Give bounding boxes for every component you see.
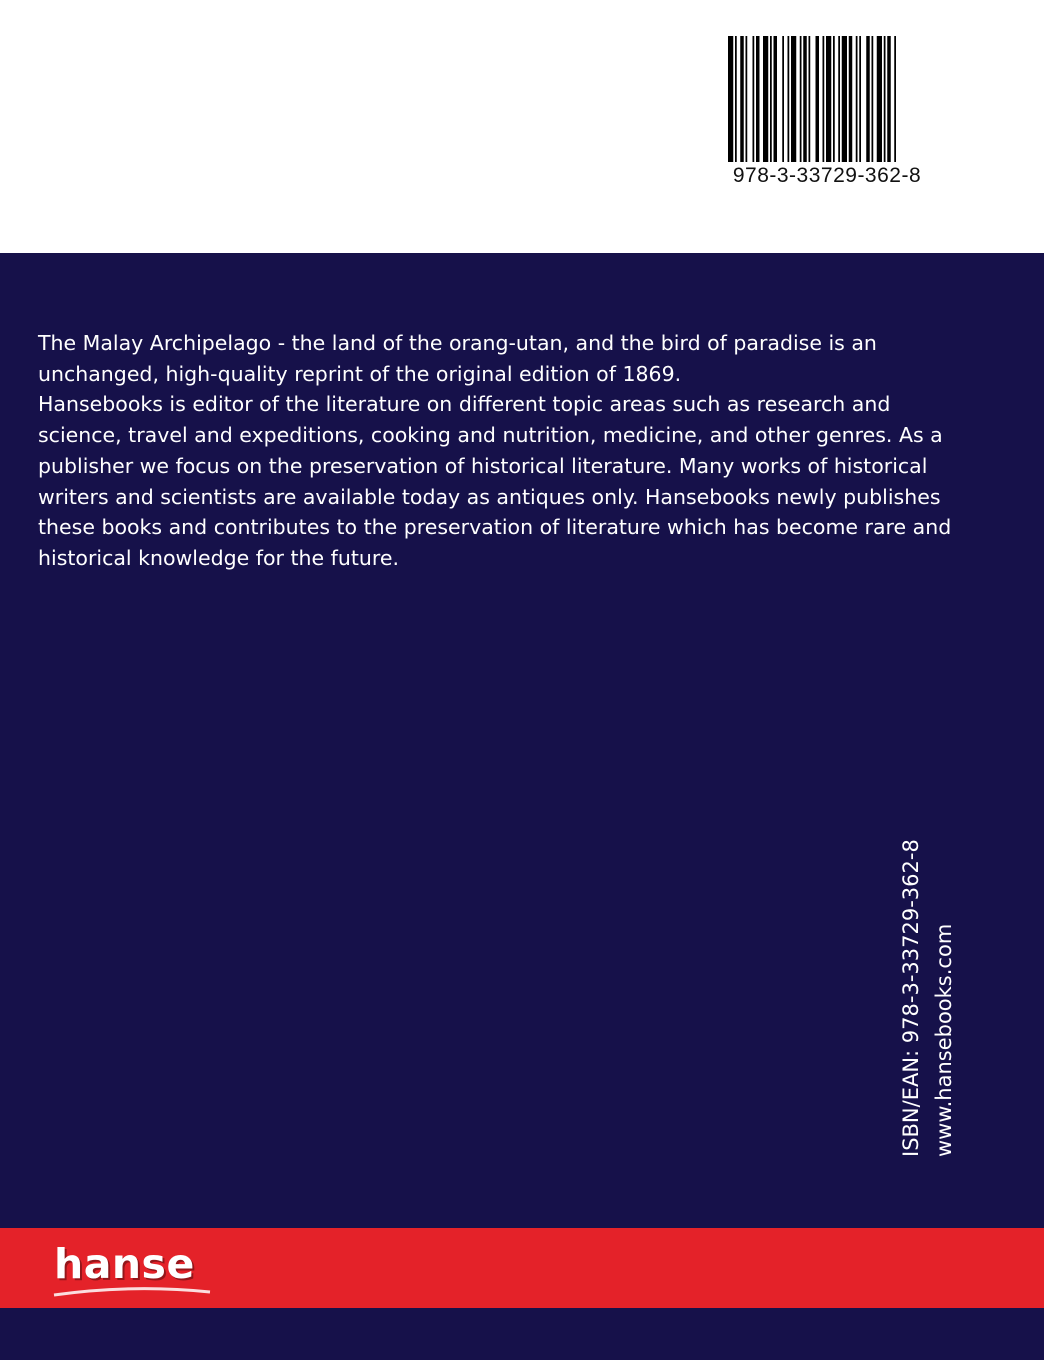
barcode-bar [859, 36, 861, 162]
barcode-bar [866, 36, 870, 162]
barcode-bar [833, 36, 835, 162]
barcode-bar [803, 36, 807, 162]
isbn-text: ISBN/EAN: 978-3-33729-362-8 [899, 839, 923, 1157]
barcode-bar [756, 36, 760, 162]
barcode-bar [753, 36, 755, 162]
bottom-strip [0, 1308, 1044, 1360]
barcode-bar [791, 36, 796, 162]
barcode-bar [856, 36, 858, 162]
hanse-logo: hanse [54, 1240, 195, 1288]
barcode-bar [763, 36, 768, 162]
barcode-bar [826, 36, 831, 162]
barcode-bar [823, 36, 825, 162]
barcode-bar [838, 36, 840, 162]
barcode-bar [774, 36, 778, 162]
barcode-bar [782, 36, 784, 162]
barcode-bar [788, 36, 790, 162]
barcode-bar [800, 36, 802, 162]
website-text: www.hansebooks.com [932, 923, 956, 1157]
description-paragraph-2: Hansebooks is editor of the literature on different topic areas such as research and science, travel and expeditions, cooking and nutrition, medicine, and other genres. As a publisher we focus on the preservation of historical literature. Many works of historical writers and scientists are available today as antiques only. Hansebooks newly publishes these books and contributes to the preservation of literature which has become rare and historical knowledge for the future. [38, 392, 952, 570]
logo-swoosh-icon [52, 1286, 212, 1298]
barcode-bar [887, 36, 891, 162]
barcode-bars [728, 36, 934, 162]
barcode-bar [770, 36, 772, 162]
barcode-bar [849, 36, 853, 162]
barcode-bar [809, 36, 811, 162]
book-description [38, 328, 958, 574]
barcode-bar [728, 36, 733, 162]
barcode-bar [816, 36, 820, 162]
barcode-bar [842, 36, 847, 162]
barcode-bar [872, 36, 874, 162]
barcode-bar [746, 36, 748, 162]
barcode-bar [740, 36, 744, 162]
barcode [722, 30, 942, 190]
top-white-area [0, 0, 1044, 253]
barcode-bar [894, 36, 896, 162]
barcode-bar [884, 36, 886, 162]
barcode-bar [735, 36, 737, 162]
barcode-number: 978-3-33729-362-8 [732, 164, 922, 187]
spine-info [895, 839, 961, 1157]
description-paragraph-1: The Malay Archipelago - the land of the orang-utan, and the bird of paradise is an unchanged, high-quality reprint of the original edition of 1869. [38, 331, 877, 386]
barcode-bar [877, 36, 882, 162]
